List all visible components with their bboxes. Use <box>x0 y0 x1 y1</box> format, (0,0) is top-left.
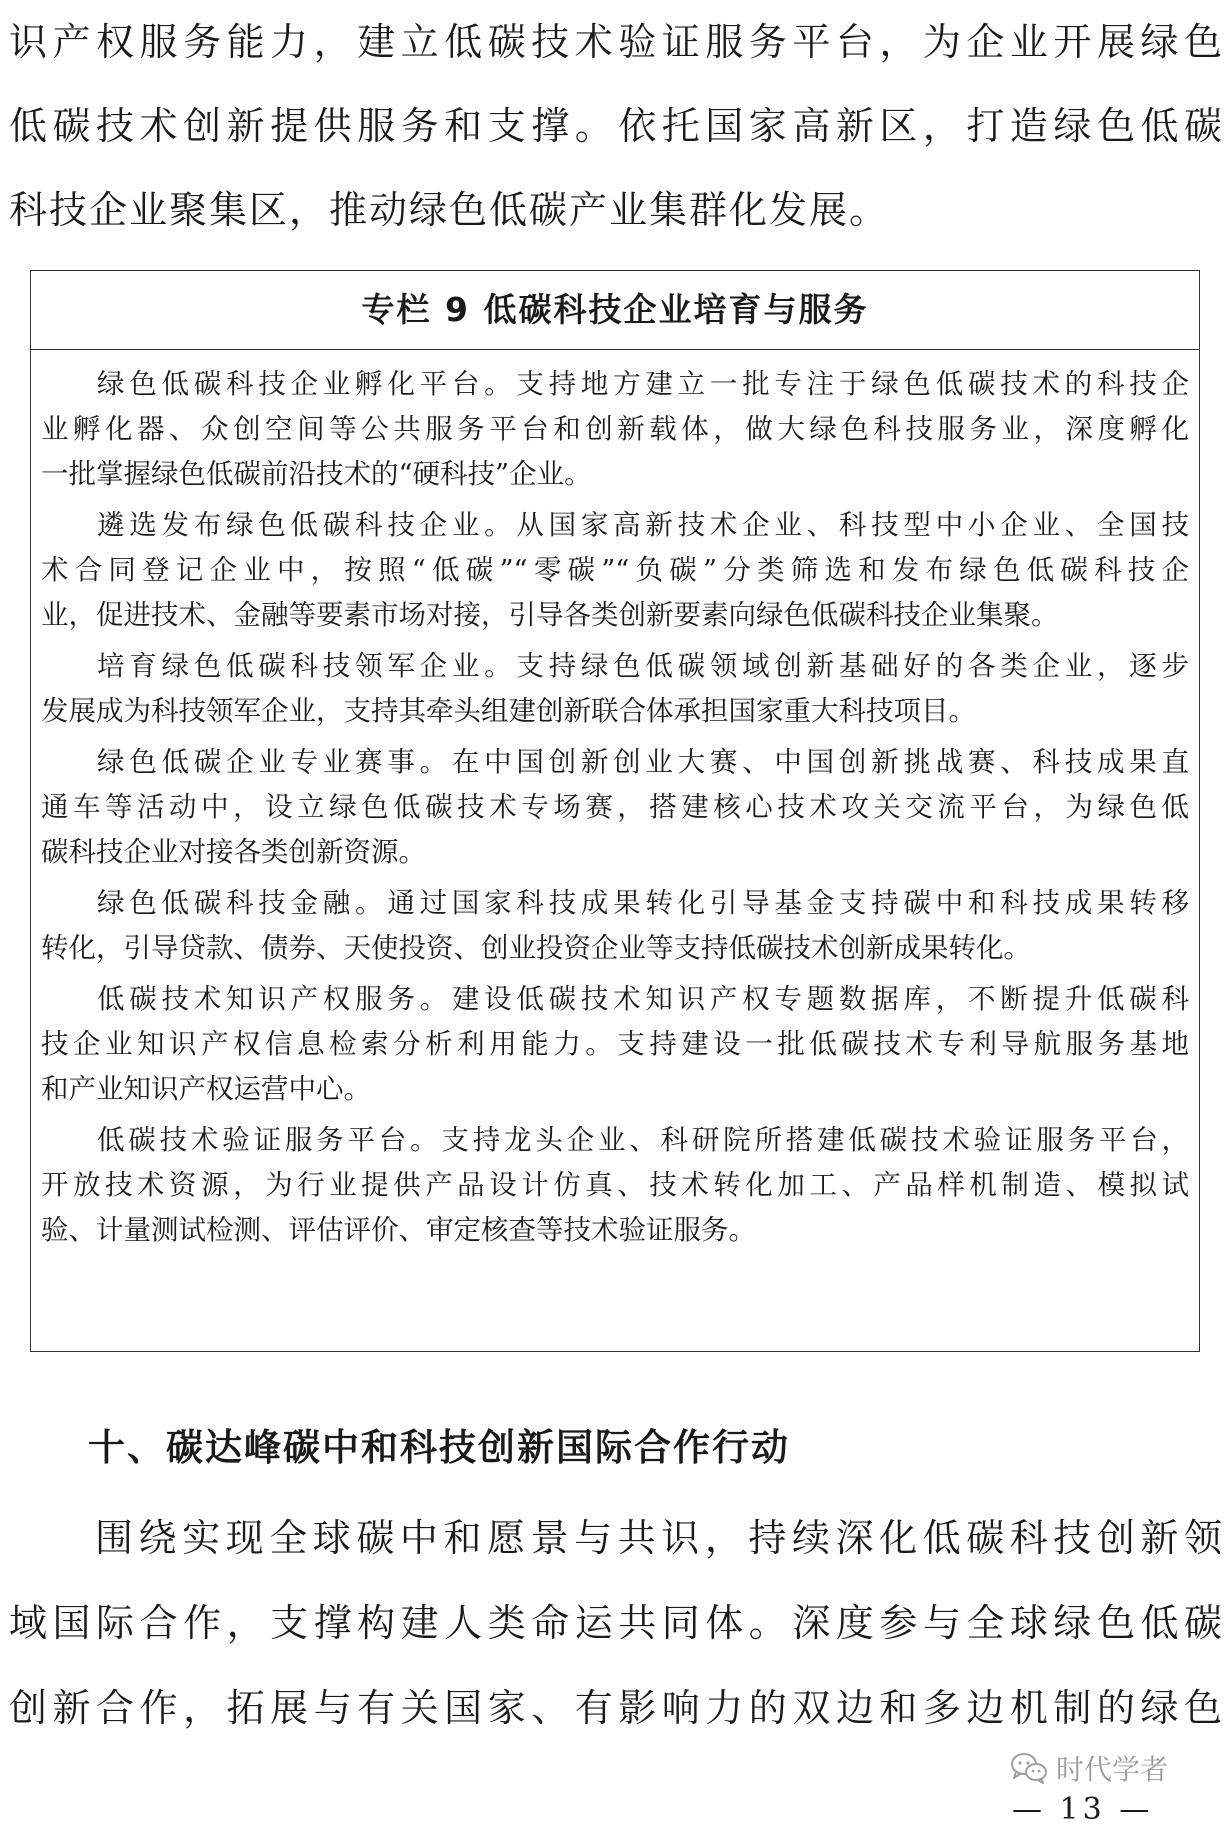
top-paragraph <box>9 0 1224 252</box>
column-item <box>41 1118 1189 1253</box>
column-item-line: 验、计量测试检测、评估评价、审定核查等技术验证服务。 <box>41 1214 756 1246</box>
paragraph-line: 识产权服务能力，建立低碳技术验证服务平台，为企业开展绿色 <box>9 20 1224 64</box>
column-item <box>41 503 1189 638</box>
column-item-line: 绿色低碳科技企业孵化平台。支持地方建立一批专注于绿色低碳技术的科技企 <box>97 368 1189 400</box>
paragraph-line: 围绕实现全球碳中和愿景与共识，持续深化低碳科技创新领 <box>95 1516 1224 1560</box>
section-heading: 十、碳达峰碳中和科技创新国际合作行动 <box>88 1426 790 1469</box>
column-item <box>41 977 1189 1112</box>
paragraph-line: 科技企业聚集区，推动绿色低碳产业集群化发展。 <box>9 188 890 232</box>
column-item <box>41 362 1189 497</box>
watermark-text: 时代学者 <box>1056 1753 1169 1786</box>
wechat-icon <box>1010 1752 1048 1784</box>
column-item-line: 绿色低碳企业专业赛事。在中国创新创业大赛、中国创新挑战赛、科技成果直 <box>97 746 1189 778</box>
column-item-line: 发展成为科技领军企业，支持其牵头组建创新联合体承担国家重大科技项目。 <box>41 695 976 727</box>
column-item-line: 碳科技企业对接各类创新资源。 <box>41 836 426 868</box>
column-item-line: 通车等活动中，设立绿色低碳技术专场赛，搭建核心技术攻关交流平台，为绿色低 <box>41 791 1189 823</box>
column-item <box>41 881 1189 971</box>
column-item <box>41 644 1189 734</box>
column-item-line: 培育绿色低碳科技领军企业。支持绿色低碳领域创新基础好的各类企业，逐步 <box>97 650 1189 682</box>
column-item-line: 技企业知识产权信息检索分析利用能力。支持建设一批低碳技术专利导航服务基地 <box>41 1028 1189 1060</box>
wechat-watermark <box>1010 1748 1168 1788</box>
column-item <box>41 740 1189 875</box>
column-item-line: 术合同登记企业中，按照“低碳”“零碳”“负碳”分类筛选和发布绿色低碳科技企 <box>41 554 1189 586</box>
column-item-line: 开放技术资源，为行业提供产品设计仿真、技术转化加工、产品样机制造、模拟试 <box>41 1169 1189 1201</box>
column-item-line: 转化，引导贷款、债券、天使投资、创业投资企业等支持低碳技术创新成果转化。 <box>41 932 1031 964</box>
bottom-paragraph <box>9 1496 1224 1751</box>
column-item-line: 遴选发布绿色低碳科技企业。从国家高新技术企业、科技型中小企业、全国技 <box>97 509 1189 541</box>
paragraph-line: 域国际合作，支撑构建人类命运共同体。深度参与全球绿色低碳 <box>9 1601 1224 1645</box>
column-item-line: 业，促进技术、金融等要素市场对接，引导各类创新要素向绿色低碳科技企业集聚。 <box>41 599 1059 631</box>
column-box-body <box>31 350 1199 1253</box>
column-item-line: 和产业知识产权运营中心。 <box>41 1073 371 1105</box>
column-box <box>30 270 1200 1352</box>
column-item-line: 一批掌握绿色低碳前沿技术的“硬科技”企业。 <box>41 458 592 490</box>
column-item-line: 低碳技术验证服务平台。支持龙头企业、科研院所搭建低碳技术验证服务平台， <box>97 1124 1189 1156</box>
column-item-line: 低碳技术知识产权服务。建设低碳技术知识产权专题数据库，不断提升低碳科 <box>97 983 1189 1015</box>
page-number: — 13 — <box>1012 1792 1154 1827</box>
column-box-title: 专栏 9 低碳科技企业培育与服务 <box>31 271 1199 350</box>
column-item-line: 业孵化器、众创空间等公共服务平台和创新载体，做大绿色科技服务业，深度孵化 <box>41 413 1189 445</box>
paragraph-line: 低碳技术创新提供服务和支撑。依托国家高新区，打造绿色低碳 <box>9 104 1224 148</box>
column-item-line: 绿色低碳科技金融。通过国家科技成果转化引导基金支持碳中和科技成果转移 <box>97 887 1189 919</box>
paragraph-line: 创新合作，拓展与有关国家、有影响力的双边和多边机制的绿色 <box>9 1686 1224 1730</box>
